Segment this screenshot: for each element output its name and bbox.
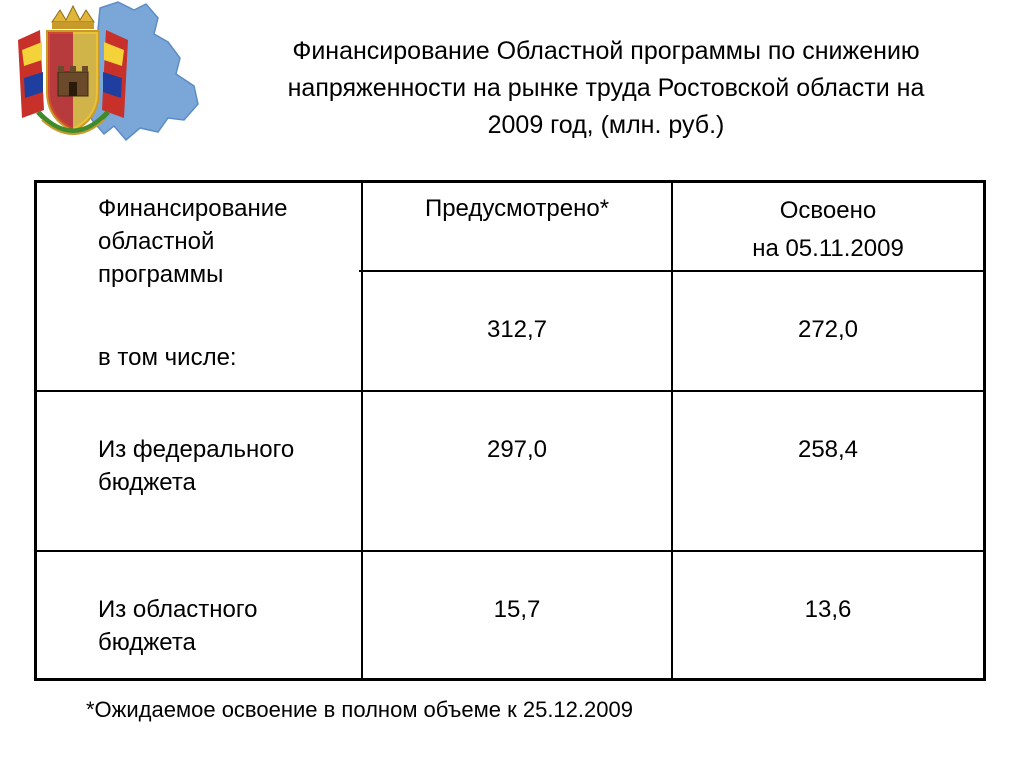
slide-title-line-3: 2009 год, (млн. руб.)	[487, 111, 725, 139]
header-col-spent-line-2: на 05.11.2009	[752, 235, 904, 262]
footnote: *Ожидаемое освоение в полном объеме к 25.12.2009	[86, 697, 633, 722]
slide-title-line-2: напряженности на рынке труда Ростовской области на	[287, 74, 925, 102]
financing-table	[34, 180, 986, 681]
table-divider-row-1	[37, 390, 983, 392]
header-col-program	[98, 192, 360, 291]
total-planned-cell: 312,7	[486, 316, 548, 343]
slide-title	[226, 33, 986, 144]
table-divider-row-2	[37, 550, 983, 552]
row-federal-planned: 297,0	[486, 436, 548, 463]
table-divider-header	[359, 270, 983, 272]
slide-title-line-1: Финансирование Областной программы по снижению	[292, 37, 920, 65]
header-col-spent-line-1: Освоено	[779, 197, 877, 224]
row-regional-planned: 15,7	[493, 596, 541, 623]
header-col-program-line-1: Финансирование	[98, 195, 288, 222]
row-regional-spent: 13,6	[804, 596, 852, 623]
row-federal-label: Из федерального бюджета	[98, 436, 295, 496]
row-federal-spent: 258,4	[797, 436, 859, 463]
header-col-program-line-3: программы	[98, 261, 224, 288]
header-col-spent	[673, 192, 983, 268]
header-col-program-sub: в том числе:	[98, 344, 237, 371]
total-spent-cell: 272,0	[797, 316, 859, 343]
header-col-program-line-2: областной	[98, 228, 215, 255]
row-regional-label: Из областного бюджета	[98, 596, 258, 656]
header-col-planned: Предусмотрено*	[424, 195, 610, 222]
emblem	[8, 0, 200, 150]
